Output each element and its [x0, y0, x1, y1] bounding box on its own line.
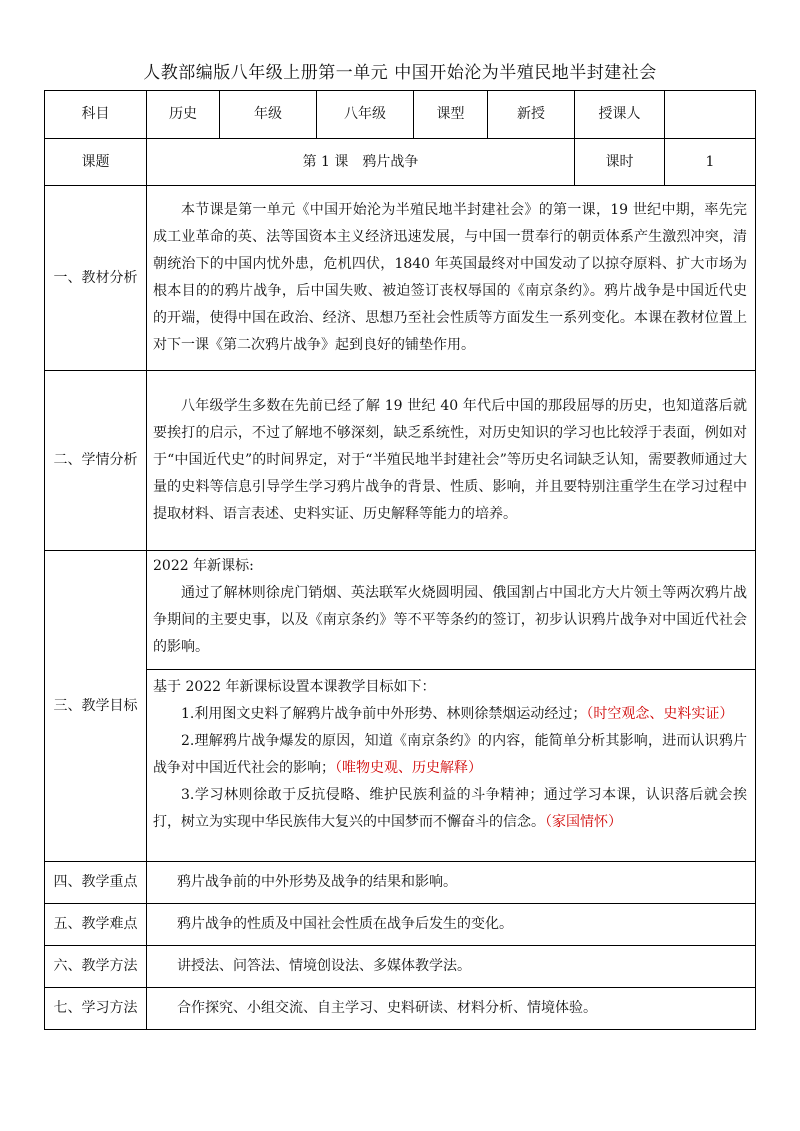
textbook-analysis-text: 本节课是第一单元《中国开始沦为半殖民地半封建社会》的第一课，19 世纪中期，率先完成工业革命的英、法等国资本主义经济迅速发展，与中国一贯奉行的朝贡体系产生激烈冲突，清朝统治下的中国内忧外患，危机四伏，1840 年英国最终对中国发动了以掠夺原料、扩大市场为根本目的的鸦片战争，后中国失败、被迫签订丧权辱国的《南京条约》。鸦片战争是中国近代史的开端，使得中国在政治、经济、思想乃至社会性质等方面发生一系列变化。本课在教材位置上对下一课《第二次鸦片战争》起到良好的铺垫作用。	[153, 202, 747, 353]
teaching-goals-cell	[147, 551, 756, 862]
goal-item-tag: （唯物史观、历史解释）	[335, 760, 482, 776]
goal-item	[153, 728, 747, 782]
hours-value: 1	[665, 139, 756, 186]
teaching-goals-label: 三、教学目标	[45, 551, 147, 862]
student-analysis-text: 八年级学生多数在先前已经了解 19 世纪 40 年代后中国的那段屈辱的历史，也知道落后就要挨打的启示，不过了解地不够深刻，缺乏系统性，对历史知识的学习也比较浮于表面，例如对于“中国近代史”的时间界定，对于“半殖民地半封建社会”等历史名词缺乏认知，需要教师通过大量的史料等信息引导学生学习鸦片战争的背景、性质、影响，并且要特别注重学生在学习过程中提取材料、语言表述、史料实证、历史解释等能力的培养。	[153, 398, 747, 522]
curriculum-standard-block	[147, 551, 755, 670]
learning-method-label: 七、学习方法	[45, 988, 147, 1030]
goal-item-tag: （家国情怀）	[545, 814, 622, 830]
goal-item	[153, 782, 747, 836]
student-analysis-label: 二、学情分析	[45, 371, 147, 551]
difficulty-label: 五、教学难点	[45, 904, 147, 946]
teaching-method-row	[45, 946, 756, 988]
header-row	[45, 91, 756, 139]
textbook-analysis-cell	[147, 186, 756, 371]
goal-item-tag: （时空观念、史料实证）	[586, 706, 734, 722]
hours-label: 课时	[575, 139, 665, 186]
textbook-analysis-label: 一、教材分析	[45, 186, 147, 371]
teacher-value	[665, 91, 756, 139]
type-value: 新授	[488, 91, 575, 139]
student-analysis-cell	[147, 371, 756, 551]
goals-list-block	[147, 670, 755, 838]
goal-item-text: 2.理解鸦片战争爆发的原因，知道《南京条约》的内容，能简单分析其影响，进而认识鸦片战争对中国近代社会的影响；	[153, 733, 747, 776]
goal-item-text: 3.学习林则徐敢于反抗侵略、维护民族利益的斗争精神；通过学习本课，认识落后就会挨打，树立为实现中华民族伟大复兴的中国梦而不懈奋斗的信念。	[153, 787, 747, 830]
topic-value: 第 1 课 鸦片战争	[147, 139, 575, 186]
type-label: 课型	[414, 91, 488, 139]
learning-method-text: 合作探究、小组交流、自主学习、史料研读、材料分析、情境体验。	[147, 988, 756, 1030]
key-points-text: 鸦片战争前的中外形势及战争的结果和影响。	[147, 862, 756, 904]
teaching-method-label: 六、教学方法	[45, 946, 147, 988]
curriculum-standard-text: 通过了解林则徐虎门销烟、英法联军火烧圆明园、俄国割占中国北方大片领土等两次鸦片战争期间的主要史事，以及《南京条约》等不平等条约的签订，初步认识鸦片战争对中国近代社会的影响。	[153, 585, 747, 655]
subject-label: 科目	[45, 91, 147, 139]
lesson-plan-table	[44, 90, 756, 1030]
goals-intro: 基于 2022 年新课标设置本课教学目标如下：	[153, 679, 436, 695]
goal-item	[153, 701, 747, 728]
key-points-row	[45, 862, 756, 904]
grade-label: 年级	[220, 91, 317, 139]
topic-row	[45, 139, 756, 186]
grade-value: 八年级	[317, 91, 414, 139]
student-analysis-row	[45, 371, 756, 551]
teacher-label: 授课人	[575, 91, 665, 139]
key-points-label: 四、教学重点	[45, 862, 147, 904]
topic-label: 课题	[45, 139, 147, 186]
curriculum-standard-heading: 2022 年新课标:	[153, 558, 254, 574]
difficulty-row	[45, 904, 756, 946]
difficulty-text: 鸦片战争的性质及中国社会性质在战争后发生的变化。	[147, 904, 756, 946]
goal-item-text: 1.利用图文史料了解鸦片战争前中外形势、林则徐禁烟运动经过；	[181, 706, 587, 722]
teaching-goals-row	[45, 551, 756, 862]
learning-method-row	[45, 988, 756, 1030]
textbook-analysis-row	[45, 186, 756, 371]
teaching-method-text: 讲授法、问答法、情境创设法、多媒体教学法。	[147, 946, 756, 988]
subject-value: 历史	[147, 91, 220, 139]
page-title: 人教部编版八年级上册第一单元 中国开始沦为半殖民地半封建社会	[143, 63, 657, 83]
